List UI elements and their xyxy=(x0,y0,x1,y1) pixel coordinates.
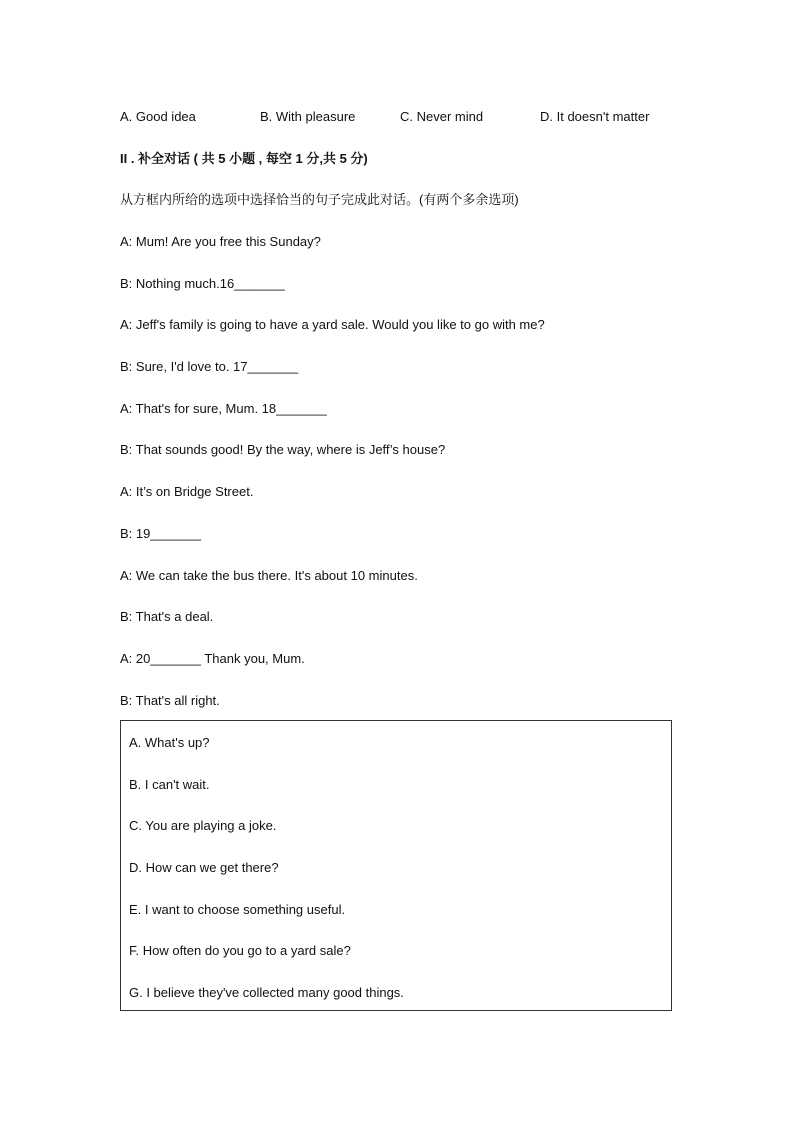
choice-item: B. I can't wait. xyxy=(129,777,210,792)
option-d: D. It doesn't matter xyxy=(540,109,650,124)
dialogue-line: A: That's for sure, Mum. 18_______ xyxy=(120,400,327,416)
choice-item: F. How often do you go to a yard sale? xyxy=(129,943,351,958)
dialogue-line: A: We can take the bus there. It's about 10 minutes. xyxy=(120,567,418,583)
option-a: A. Good idea xyxy=(120,109,196,124)
dialogue-line: A: It’s on Bridge Street. xyxy=(120,484,254,500)
dialogue-line: A: 20_______ Thank you, Mum. xyxy=(120,650,305,666)
dialogue-line: B: Sure, I'd love to. 17_______ xyxy=(120,359,299,375)
dialogue-line: B: Nothing much.16_______ xyxy=(120,275,285,291)
dialogue-line: A: Jeff's family is going to have a yard sale. Would you like to go with me? xyxy=(120,317,545,333)
dialogue xyxy=(120,233,680,733)
choice-item: C. You are playing a joke. xyxy=(129,818,277,833)
option-c: C. Never mind xyxy=(400,109,484,124)
dialogue-line: B: That's a deal. xyxy=(120,609,214,625)
dialogue-line: B: That sounds good! By the way, where is Jeff’s house? xyxy=(120,442,446,458)
section-instruction: 从方框内所给的选项中选择恰当的句子完成此对话。(有两个多余选项) xyxy=(120,192,519,207)
dialogue-line: B: That's all right. xyxy=(120,692,220,708)
option-b: B. With pleasure xyxy=(260,109,356,124)
choice-item: A. What's up? xyxy=(129,735,210,750)
dialogue-line: A: Mum! Are you free this Sunday? xyxy=(120,234,321,249)
section-title: II . 补全对话 ( 共 5 小题 , 每空 1 分,共 5 分) xyxy=(120,151,368,166)
choice-item: G. I believe they've collected many good things. xyxy=(129,985,404,1000)
choices-box xyxy=(120,720,672,1011)
choice-item: D. How can we get there? xyxy=(129,860,279,875)
dialogue-line: B: 19_______ xyxy=(120,525,201,541)
answer-options-row xyxy=(120,108,680,126)
choice-item: E. I want to choose something useful. xyxy=(129,902,346,917)
